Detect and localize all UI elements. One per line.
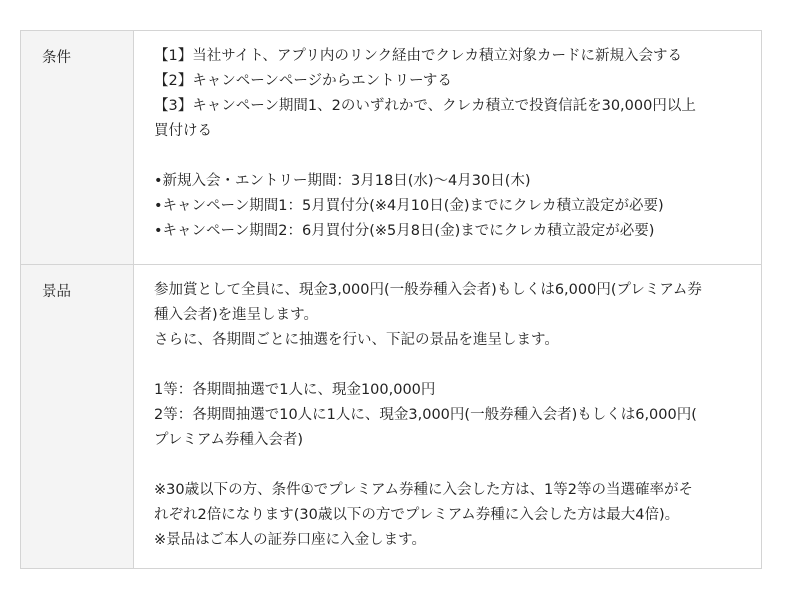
prize-line: さらに、各期間ごとに抽選を行い、下記の景品を進呈します。 xyxy=(154,332,559,348)
prizes-label: 景品 xyxy=(21,265,134,569)
conditions-label: 条件 xyxy=(21,31,134,265)
blank-line xyxy=(154,353,743,378)
period-entry-line: •新規入会・エントリー期間：3月18日(水)〜4月30日(木) xyxy=(154,173,531,189)
conditions-row xyxy=(21,31,762,265)
prize-line: 参加賞として全員に、現金3,000円(一般券種入会者)もしくは6,000円(プレミアム券 xyxy=(154,282,702,298)
condition-line: 【3】キャンペーン期間1、2のいずれかで、クレカ積立で投資信託を30,000円以上 xyxy=(154,98,696,114)
prizes-content xyxy=(134,265,762,569)
condition-line: 【1】当社サイト、アプリ内のリンク経由でクレカ積立対象カードに新規入会する xyxy=(154,48,683,64)
campaign-terms-table xyxy=(20,30,762,569)
blank-line xyxy=(154,453,743,478)
note-line: ※30歳以下の方、条件①でプレミアム券種に入会した方は、1等2等の当選確率がそ xyxy=(154,482,693,498)
blank-line xyxy=(154,144,743,169)
period-1-line: •キャンペーン期間1：5月買付分(※4月10日(金)までにクレカ積立設定が必要) xyxy=(154,198,664,214)
first-prize-line: 1等：各期間抽選で1人に、現金100,000円 xyxy=(154,382,436,398)
conditions-content xyxy=(134,31,762,265)
prizes-row xyxy=(21,265,762,569)
note-line: れぞれ2倍になります(30歳以下の方でプレミアム券種に入会した方は最大4倍)。 xyxy=(154,507,680,523)
second-prize-line: 2等：各期間抽選で10人に1人に、現金3,000円(一般券種入会者)もしくは6,000円( xyxy=(154,407,697,423)
condition-line: 買付ける xyxy=(154,123,212,139)
condition-line: 【2】キャンペーンページからエントリーする xyxy=(154,73,452,89)
note-line: ※景品はご本人の証券口座に入金します。 xyxy=(154,532,426,548)
prize-line: 種入会者)を進呈します。 xyxy=(154,307,318,323)
second-prize-line: プレミアム券種入会者) xyxy=(154,432,304,448)
period-2-line: •キャンペーン期間2：6月買付分(※5月8日(金)までにクレカ積立設定が必要) xyxy=(154,223,655,239)
